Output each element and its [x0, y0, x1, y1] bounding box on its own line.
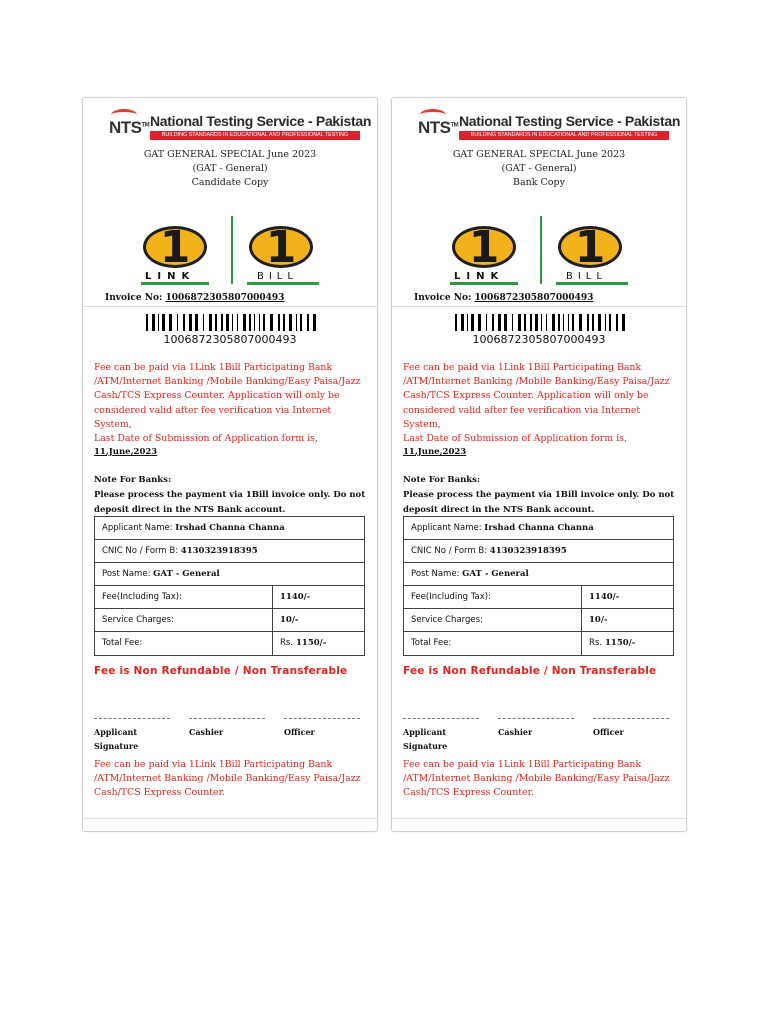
1bill-circle-icon: 1 [249, 226, 313, 268]
barcode-bar [263, 314, 265, 331]
nts-logo [418, 118, 458, 138]
barcode-bar [546, 314, 547, 331]
candidate-copy [82, 97, 378, 832]
barcode-bar [300, 314, 302, 331]
bill-word: BILL [257, 271, 298, 282]
barcode-bar [270, 314, 273, 331]
bank-note-title: Note For Banks: [403, 475, 481, 485]
barcode-bar [237, 314, 238, 331]
nts-header [418, 112, 681, 144]
logo-divider [540, 216, 542, 284]
barcode-bar [296, 314, 297, 331]
barcode-bar [579, 314, 582, 331]
table-row: Total Fee: Rs. 1150/- [95, 632, 364, 655]
barcode-bar [558, 314, 560, 331]
nts-swoosh-icon [111, 109, 137, 121]
barcode-number: 1006872305807000493 [163, 333, 297, 346]
barcode-bar [609, 314, 611, 331]
barcode-bar [203, 314, 204, 331]
table-row: Post Name: GAT - General [404, 563, 673, 586]
barcode-bar [498, 314, 501, 331]
green-bar [556, 282, 628, 285]
nts-logo-tm: TM [450, 122, 459, 129]
table-row: Fee(Including Tax): 1140/- [95, 586, 364, 609]
cashier-signature: Cashier [498, 718, 574, 739]
org-title: National Testing Service - Pakistan [459, 113, 681, 129]
nts-header [109, 112, 372, 144]
invoice-label: Invoice No: [414, 293, 472, 303]
service-charges-value: 10/- [272, 609, 298, 631]
bill-word: BILL [566, 271, 607, 282]
barcode-bar [572, 314, 574, 331]
link-word: LINK [454, 271, 505, 282]
nts-logo-text: NTS [109, 118, 142, 137]
barcode-bar [455, 314, 457, 331]
barcode-bar [289, 314, 292, 331]
invoice-number: 1006872305807000493 [165, 293, 285, 303]
1link-circle-icon: 1 [143, 226, 207, 268]
fee-payment-note: Fee can be paid via 1Link 1Bill Participating Bank /ATM/Internet Banking /Mobile Banking/Easy Paisa/Jazz Cash/TCS Express Counter. Application will only be considered valid after fee verification via Internet System, Last Date of Submission of Application form is, [94, 361, 364, 446]
last-date-text: Last Date of Submission of Application form is, [403, 433, 627, 445]
applicant-table [403, 516, 674, 656]
cnic-number: 4130323918395 [489, 546, 567, 556]
nts-logo-tm: TM [141, 122, 150, 129]
applicant-signature: Applicant Signature [403, 718, 479, 753]
exam-info [392, 148, 686, 190]
barcode-bar [535, 314, 538, 331]
1link-1bill-logo [135, 216, 325, 286]
barcode-bar [461, 314, 464, 331]
barcode-bar [592, 314, 594, 331]
barcode-bar [598, 314, 601, 331]
barcode-bar [152, 314, 155, 331]
barcode-bar [492, 314, 494, 331]
table-row: Post Name: GAT - General [95, 563, 364, 586]
1bill-circle-icon: 1 [558, 226, 622, 268]
barcode-bar [478, 314, 481, 331]
barcode-bar [232, 314, 233, 331]
fee-payment-note: Fee can be paid via 1Link 1Bill Participating Bank /ATM/Internet Banking /Mobile Banking/Easy Paisa/Jazz Cash/TCS Express Counter. Application will only be considered valid after fee verification via Internet System, Last Date of Submission of Application form is, [403, 361, 673, 446]
org-title: National Testing Service - Pakistan [150, 113, 372, 129]
invoice-row [83, 291, 377, 307]
barcode-bar [530, 314, 532, 331]
barcode-bar [307, 314, 309, 331]
barcode-bar [254, 314, 255, 331]
barcode-bar [467, 314, 468, 331]
invoice-number: 1006872305807000493 [474, 293, 594, 303]
barcode-bar [158, 314, 159, 331]
barcode-bar [278, 314, 280, 331]
org-tagline: BUILDING STANDARDS IN EDUCATIONAL AND PROFESSIONAL TESTING [459, 131, 669, 140]
barcode-bar [259, 314, 260, 331]
table-row: Total Fee: Rs. 1150/- [404, 632, 673, 655]
1link-circle-icon: 1 [452, 226, 516, 268]
barcode [146, 314, 331, 331]
barcode-bar [471, 314, 474, 331]
barcode-bar [162, 314, 165, 331]
org-tagline: BUILDING STANDARDS IN EDUCATIONAL AND PROFESSIONAL TESTING [150, 131, 360, 140]
barcode-bar [504, 314, 507, 331]
link-word: LINK [145, 271, 196, 282]
bank-note-text: Please process the payment via 1Bill invoice only. Do not deposit direct in the NTS Bank account. [403, 490, 675, 515]
barcode-bar [616, 314, 618, 331]
exam-type: (GAT - General) [192, 163, 268, 174]
barcode-bar [249, 314, 251, 331]
table-row: Fee(Including Tax): 1140/- [404, 586, 673, 609]
applicant-table [94, 516, 365, 656]
nts-logo-text: NTS [418, 118, 451, 137]
barcode-bar [226, 314, 229, 331]
green-bar [450, 282, 518, 285]
green-bar [141, 282, 209, 285]
green-bar [247, 282, 319, 285]
barcode-bar [283, 314, 285, 331]
total-fee-value: Rs. 1150/- [272, 632, 326, 655]
barcode-bar [221, 314, 223, 331]
barcode-bar [195, 314, 198, 331]
footer-payment-note: Fee can be paid via 1Link 1Bill Participating Bank /ATM/Internet Banking /Mobile Banking/Easy Paisa/Jazz Cash/TCS Express Counter. [94, 759, 361, 799]
last-date-text: Last Date of Submission of Application form is, [94, 433, 318, 445]
barcode-bar [313, 314, 316, 331]
footer-divider [83, 818, 377, 819]
post-name: GAT - General [153, 569, 220, 579]
table-row: CNIC No / Form B: 4130323918395 [404, 540, 673, 563]
bank-note [403, 473, 678, 518]
nts-logo [109, 118, 149, 138]
non-refundable-notice: Fee is Non Refundable / Non Transferable [94, 665, 348, 677]
non-refundable-notice: Fee is Non Refundable / Non Transferable [403, 665, 657, 677]
invoice-label: Invoice No: [105, 293, 163, 303]
fee-value: 1140/- [272, 586, 310, 608]
table-row: Applicant Name: Irshad Channa Channa [404, 517, 673, 540]
invoice-row [392, 291, 686, 307]
barcode-bar [183, 314, 185, 331]
exam-name: GAT GENERAL SPECIAL June 2023 [452, 149, 626, 160]
barcode-bar [605, 314, 606, 331]
barcode [455, 314, 640, 331]
table-row: CNIC No / Form B: 4130323918395 [95, 540, 364, 563]
officer-signature: Officer [284, 718, 360, 739]
post-name: GAT - General [462, 569, 529, 579]
barcode-bar [512, 314, 513, 331]
copy-label: Candidate Copy [191, 177, 269, 188]
cashier-signature: Cashier [189, 718, 265, 739]
barcode-bar [563, 314, 564, 331]
table-row: Service Charges: 10/- [404, 609, 673, 632]
logo-divider [231, 216, 233, 284]
bank-copy [391, 97, 687, 832]
barcode-bar [146, 314, 148, 331]
table-row: Applicant Name: Irshad Channa Channa [95, 517, 364, 540]
table-row: Service Charges: 10/- [95, 609, 364, 632]
footer-divider [392, 818, 686, 819]
nts-swoosh-icon [420, 109, 446, 121]
barcode-bar [622, 314, 625, 331]
barcode-bar [215, 314, 217, 331]
bank-note-title: Note For Banks: [94, 475, 172, 485]
exam-name: GAT GENERAL SPECIAL June 2023 [143, 149, 317, 160]
fee-value: 1140/- [581, 586, 619, 608]
cnic-number: 4130323918395 [180, 546, 258, 556]
exam-type: (GAT - General) [501, 163, 577, 174]
barcode-number: 1006872305807000493 [472, 333, 606, 346]
barcode-bar [518, 314, 521, 331]
bank-note-text: Please process the payment via 1Bill invoice only. Do not deposit direct in the NTS Bank account. [94, 490, 366, 515]
bank-note [94, 473, 369, 518]
applicant-name: Irshad Channa Channa [484, 523, 594, 533]
officer-signature: Officer [593, 718, 669, 739]
total-fee-value: Rs. 1150/- [581, 632, 635, 655]
barcode-bar [177, 314, 178, 331]
service-charges-value: 10/- [581, 609, 607, 631]
applicant-signature: Applicant Signature [94, 718, 170, 753]
footer-payment-note: Fee can be paid via 1Link 1Bill Participating Bank /ATM/Internet Banking /Mobile Banking/Easy Paisa/Jazz Cash/TCS Express Counter. [403, 759, 670, 799]
barcode-bar [552, 314, 555, 331]
last-date: 11,June,2023 [403, 447, 467, 457]
barcode-bar [486, 314, 487, 331]
barcode-bar [209, 314, 212, 331]
copy-label: Bank Copy [513, 177, 565, 188]
last-date: 11,June,2023 [94, 447, 158, 457]
barcode-bar [189, 314, 192, 331]
barcode-bar [568, 314, 569, 331]
barcode-bar [587, 314, 589, 331]
barcode-bar [169, 314, 172, 331]
exam-info [83, 148, 377, 190]
1link-1bill-logo [444, 216, 634, 286]
barcode-bar [243, 314, 246, 331]
barcode-bar [524, 314, 526, 331]
applicant-name: Irshad Channa Channa [175, 523, 285, 533]
barcode-bar [541, 314, 542, 331]
